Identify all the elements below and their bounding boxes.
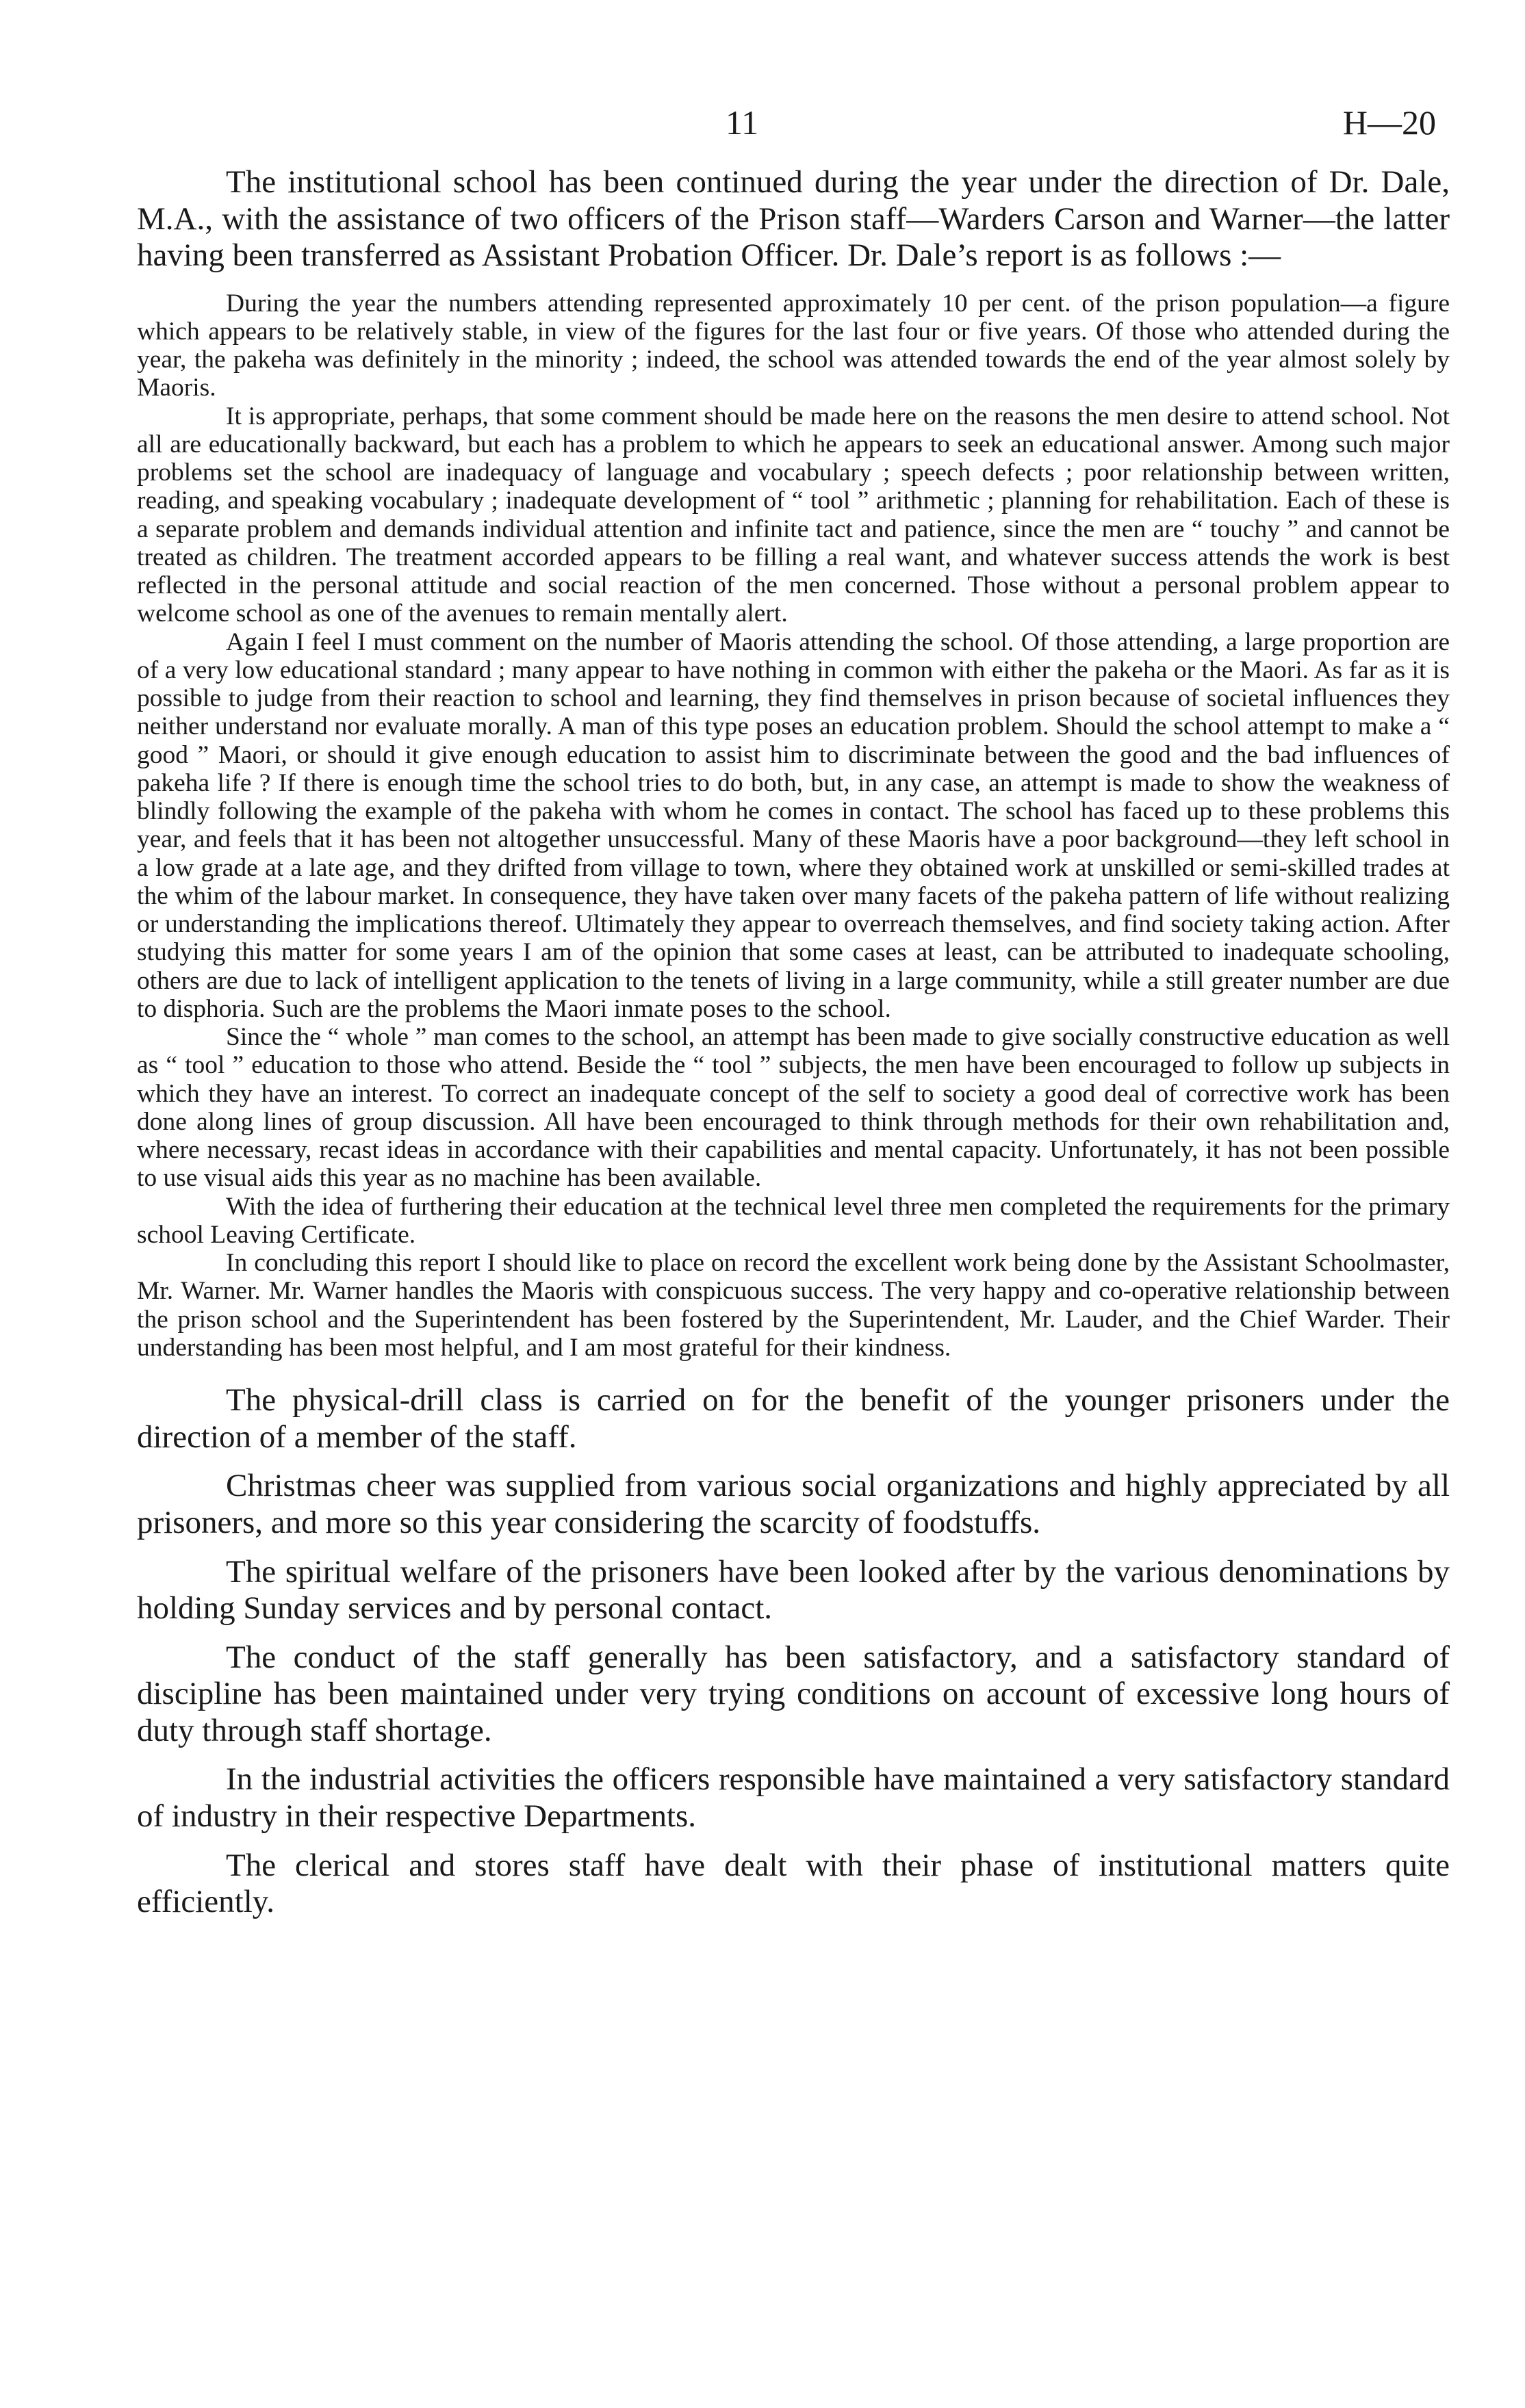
document-reference: H—20	[1342, 103, 1436, 142]
closing-paragraph-spiritual: The spiritual welfare of the prisoners have been looked after by the various denominations by holding Sunday services and by personal contact.	[137, 1553, 1450, 1627]
report-paragraph-6: In concluding this report I should like to place on record the excellent work being done by the Assistant Schoolmaster, Mr. Warner. Mr. Warner handles the Maoris with conspicuous success. The very happy and co-operative relationship between the prison school and the Superintendent has been fostered by the Superintendent, Mr. Lauder, and the Chief Warder. Their understanding has been most helpful, and I am most grateful for their kindness.	[137, 1249, 1450, 1362]
report-paragraph-3: Again I feel I must comment on the number of Maoris attending the school. Of those attending, a large proportion are of a very low educational standard ; many appear to have nothing in common with either the pakeha or the Maori. As far as it is possible to judge from their reaction to school and learning, they find themselves in prison because of societal influences they neither understand nor evaluate morally. A man of this type poses an education problem. Should the school attempt to make a “ good ” Maori, or should it give enough education to assist him to discriminate between the good and the bad influences of pakeha life ? If there is enough time the school tries to do both, but, in any case, an attempt is made to show the weakness of blindly following the example of the pakeha with whom he comes in contact. The school has faced up to these problems this year, and feels that it has been not altogether unsuccessful. Many of these Maoris have a poor background—they left school in a low grade at a late age, and they drifted from village to town, where they obtained work at unskilled or semi-skilled trades at the whim of the labour market. In consequence, they have taken over many facets of the pakeha pattern of life without realizing or understanding the implications thereof. Ultimately they appear to overreach themselves, and find society taking action. After studying this matter for some years I am of the opinion that some cases at least, can be attributed to inadequate schooling, others are due to lack of intelligent application to the tenets of living in a large community, while a still greater number are due to disphoria. Such are the problems the Maori inmate poses to the school.	[137, 627, 1450, 1023]
intro-paragraph: The institutional school has been continued during the year under the direction of Dr. Dale, M.A., with the assistance of two officers of the Prison staff—Warders Carson and Warner—the latter having been transferred as Assistant Probation Officer. Dr. Dale’s report is as follows :—	[137, 164, 1450, 274]
closing-section	[137, 1382, 1450, 1921]
closing-paragraph-staff-conduct: The conduct of the staff generally has been satisfactory, and a satisfactory standard of discipline has been maintained under very trying conditions on account of excessive long hours of duty through staff shortage.	[137, 1639, 1450, 1748]
page-number: 11	[726, 103, 759, 142]
report-paragraph-1: During the year the numbers attending represented approximately 10 per cent. of the prison population—a figure which appears to be relatively stable, in view of the figures for the last four or five years. Of those who attended during the year, the pakeha was definitely in the minority ; indeed, the school was attended towards the end of the year almost solely by Maoris.	[137, 289, 1450, 402]
report-paragraph-5: With the idea of furthering their education at the technical level three men completed the requirements for the primary school Leaving Certificate.	[137, 1192, 1450, 1249]
report-paragraph-4: Since the “ whole ” man comes to the school, an attempt has been made to give socially constructive education as well as “ tool ” education to those who attend. Beside the “ tool ” subjects, the men have been encouraged to follow up subjects in which they have an interest. To correct an inadequate concept of the self to society a good deal of corrective work has been done along lines of group discussion. All have been encouraged to think through methods for their own rehabilitation and, where necessary, recast ideas in accordance with their capabilities and mental capacity. Unfortunately, it has not been possible to use visual aids this year as no machine has been available.	[137, 1023, 1450, 1193]
page-header	[137, 103, 1450, 164]
closing-paragraph-industrial: In the industrial activities the officers responsible have maintained a very satisfactory standard of industry in their respective Departments.	[137, 1761, 1450, 1835]
closing-paragraph-physical-drill: The physical-drill class is carried on for the benefit of the younger prisoners under the direction of a member of the staff.	[137, 1382, 1450, 1455]
school-report	[137, 289, 1450, 1362]
closing-paragraph-clerical: The clerical and stores staff have dealt with their phase of institutional matters quite efficiently.	[137, 1847, 1450, 1920]
closing-paragraph-christmas: Christmas cheer was supplied from various social organizations and highly appreciated by all prisoners, and more so this year considering the scarcity of foodstuffs.	[137, 1468, 1450, 1540]
report-paragraph-2: It is appropriate, perhaps, that some comment should be made here on the reasons the men desire to attend school. Not all are educationally backward, but each has a problem to which he appears to seek an educational answer. Among such major problems set the school are inadequacy of language and vocabulary ; speech defects ; poor relationship between written, reading, and speaking vocabulary ; inadequate development of “ tool ” arithmetic ; planning for rehabilitation. Each of these is a separate problem and demands individual attention and infinite tact and patience, since the men are “ touchy ” and cannot be treated as children. The treatment accorded appears to be filling a real want, and whatever success attends the work is best reflected in the personal attitude and social reaction of the men concerned. Those without a personal problem appear to welcome school as one of the avenues to remain mentally alert.	[137, 402, 1450, 628]
document-page	[137, 103, 1450, 1933]
